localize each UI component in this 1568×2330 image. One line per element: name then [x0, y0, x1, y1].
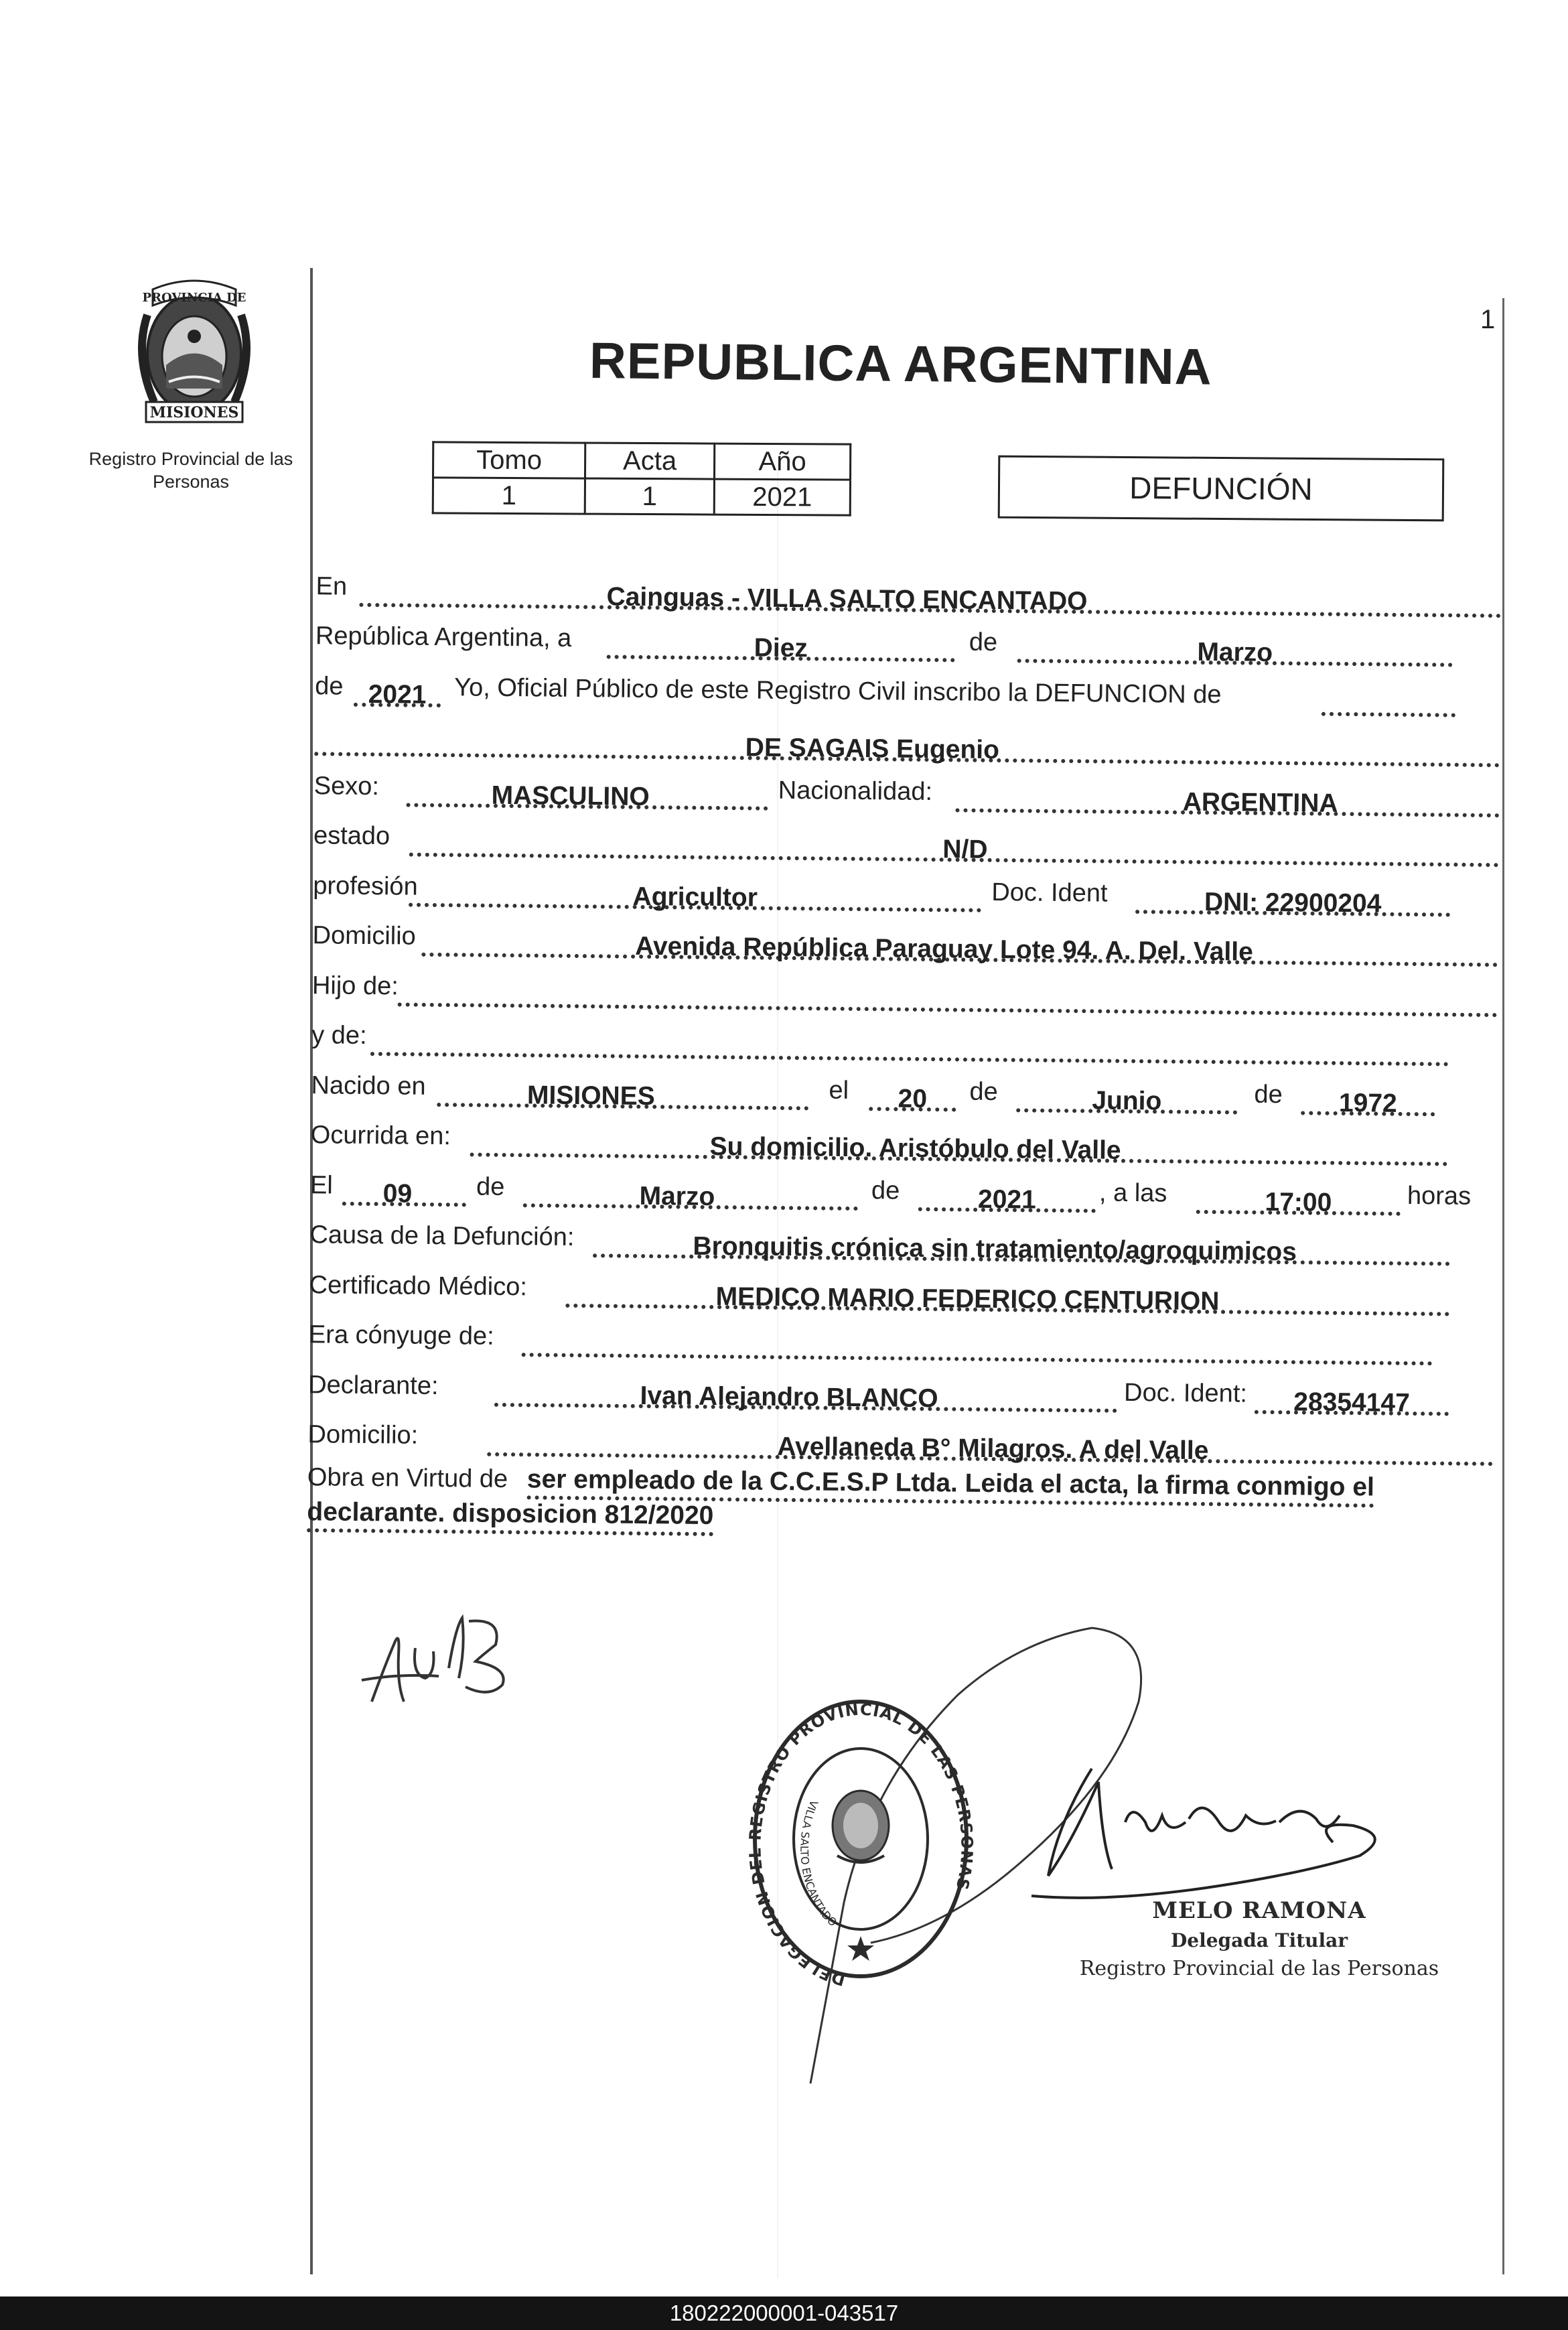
table-header-tomo: Tomo: [433, 442, 585, 478]
value-birth-day: 20: [898, 1084, 928, 1113]
label-causa: Causa de la Defunción:: [309, 1221, 575, 1252]
label-obra: Obra en Virtud de: [307, 1463, 508, 1494]
label-hijo: Hijo de:: [311, 971, 399, 1000]
value-obra-line-2: declarante. disposicion 812/2020: [307, 1497, 713, 1536]
seal-outer-text: DELEGACION DEL REGISTRO PROVINCIAL DE LAS PERSONAS: [745, 1700, 977, 1990]
label-conyuge: Era cónyuge de:: [308, 1320, 494, 1351]
page-title: REPUBLICA ARGENTINA: [589, 332, 1212, 396]
value-declarante: Ivan Alejandro BLANCO: [640, 1381, 938, 1413]
certificate-form: [289, 563, 1504, 1548]
value-death-time: 17:00: [1265, 1187, 1332, 1217]
registry-table: [432, 441, 852, 516]
label-de: de: [871, 1176, 900, 1205]
seal-inner-text: VILLA SALTO ENCANTADO: [798, 1798, 840, 1929]
value-declarante-domicilio: Avellaneda B° Milagros. A del Valle: [777, 1432, 1209, 1466]
dotted-line: [398, 973, 1498, 1017]
value-year: 2021: [368, 679, 427, 709]
label-profesion: profesión: [313, 871, 418, 901]
value-day: Diez: [754, 633, 808, 663]
value-death-month: Marzo: [639, 1181, 715, 1211]
table-value-tomo: 1: [433, 478, 585, 514]
value-ocurrida: Su domicilio. Aristóbulo del Valle: [709, 1132, 1121, 1165]
label-de: de: [969, 1077, 998, 1106]
value-death-year: 2021: [977, 1184, 1037, 1215]
seal-star-icon: [847, 1936, 874, 1961]
value-death-day: 09: [382, 1178, 413, 1209]
table-value-acta: 1: [585, 478, 714, 515]
page-number: 1: [1480, 305, 1496, 334]
label-de: de: [969, 628, 998, 657]
value-profesion: Agricultor: [632, 882, 758, 912]
label-declarante-doc: Doc. Ident:: [1123, 1378, 1248, 1408]
seal-emblem-icon: [833, 1791, 889, 1862]
label-domicilio: Domicilio: [312, 921, 416, 951]
label-el: el: [829, 1076, 849, 1105]
value-deceased-name: DE SAGAIS Eugenio: [745, 733, 1000, 765]
value-estado: N/D: [942, 835, 988, 864]
misiones-coat-of-arms-logo: [127, 275, 261, 429]
label-declarante: Declarante:: [308, 1370, 439, 1400]
label-de: de: [315, 671, 344, 701]
label-nacido: Nacido en: [311, 1071, 426, 1101]
titular-signature: [1018, 1742, 1400, 1909]
label-certificado: Certificado Médico:: [309, 1270, 528, 1301]
logo-banner-text: MISIONES: [149, 404, 239, 421]
label-yde: y de:: [311, 1021, 367, 1050]
value-declarante-doc: 28354147: [1293, 1387, 1411, 1418]
value-certificado: MEDICO MARIO FEDERICO CENTURION: [715, 1282, 1220, 1316]
table-value-anio: 2021: [714, 479, 850, 515]
table-header-acta: Acta: [585, 443, 715, 479]
label-estado: estado: [313, 821, 390, 851]
value-domicilio: Avenida República Paraguay Lote 94. A. Del. Valle: [635, 931, 1254, 967]
label-republica: República Argentina, a: [315, 622, 572, 653]
document-type-box: DEFUNCIÓN: [998, 456, 1445, 522]
dotted-line: [1322, 682, 1455, 717]
value-birth-year: 1972: [1338, 1088, 1397, 1118]
label-en: En: [315, 571, 348, 601]
value-doc-ident: DNI: 22900204: [1204, 887, 1382, 918]
value-nacionalidad: ARGENTINA: [1182, 787, 1338, 818]
label-declarante-domicilio: Domicilio:: [307, 1420, 419, 1450]
footer-bar: [0, 2297, 1568, 2330]
document-code: 180222000001-043517: [669, 2301, 899, 2325]
value-birth-month: Junio: [1092, 1085, 1162, 1115]
label-el: El: [309, 1170, 334, 1200]
label-ocurrida: Ocurrida en:: [310, 1121, 451, 1151]
value-causa: Bronquitis crónica sin tratamiento/agroquimicos: [693, 1231, 1297, 1267]
label-horas: horas: [1407, 1181, 1472, 1211]
label-nacionalidad: Nacionalidad:: [778, 776, 933, 806]
officer-block: [1058, 1897, 1460, 1980]
value-obra-line-1: ser empleado de la C.C.E.S.P Ltda. Leida el acta, la firma conmigo el: [527, 1464, 1374, 1507]
registry-seal: [743, 1688, 978, 1990]
label-a-las: , a las: [1098, 1178, 1167, 1207]
label-sexo: Sexo:: [313, 771, 380, 801]
label-de: de: [1254, 1080, 1283, 1109]
officer-registry: Registro Provincial de las Personas: [1079, 1957, 1439, 1980]
label-inscribo: Yo, Oficial Público de este Registro Civil inscribo la DEFUNCION de: [454, 673, 1222, 709]
label-de: de: [476, 1172, 505, 1201]
table-header-anio: Año: [714, 443, 850, 480]
value-nacido: MISIONES: [526, 1080, 655, 1111]
declarant-signature: [358, 1601, 512, 1722]
dotted-line: [370, 1022, 1449, 1066]
value-sexo: MASCULINO: [491, 780, 650, 811]
officer-role: Delegada Titular: [1170, 1929, 1348, 1951]
dotted-line: [522, 1323, 1433, 1365]
logo-ring-text: PROVINCIA DE: [142, 291, 246, 305]
label-doc-ident: Doc. Ident: [991, 878, 1108, 908]
officer-name: MELO RAMONA: [1152, 1897, 1366, 1924]
value-month: Marzo: [1197, 637, 1273, 667]
value-en: Cainguas - VILLA SALTO ENCANTADO: [606, 581, 1088, 616]
registry-caption: Registro Provincial de las Personas: [88, 449, 293, 492]
